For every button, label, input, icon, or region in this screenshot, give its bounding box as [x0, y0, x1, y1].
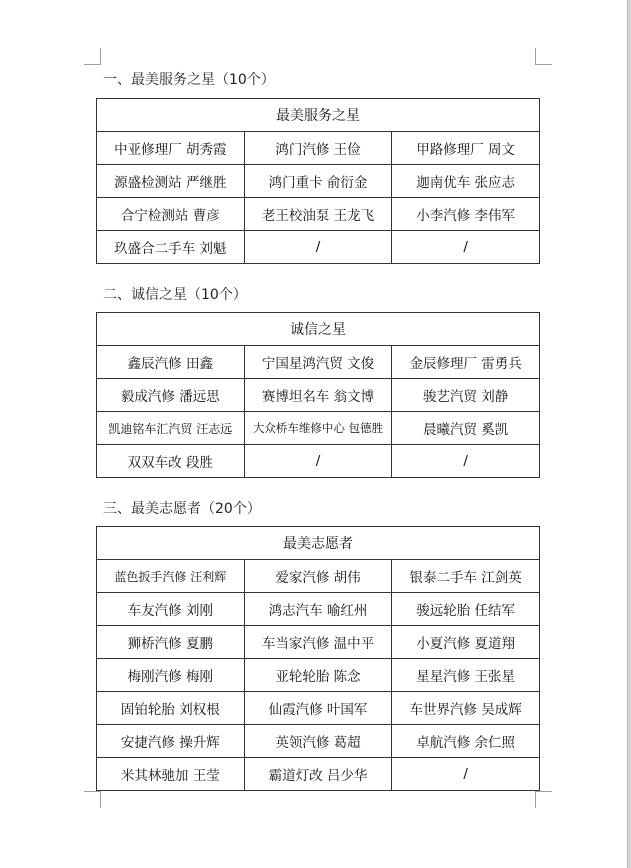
table-cell: / — [392, 445, 540, 478]
margin-mark-bottom-left-h — [84, 791, 101, 792]
award-table — [96, 526, 540, 791]
table-cell: 车当家汽修 温中平 — [244, 626, 392, 659]
table-cell: 鸿门重卡 俞衍金 — [244, 165, 392, 198]
table-header-row — [97, 99, 540, 132]
table-cell: 星星汽修 王张星 — [392, 659, 540, 692]
table-row — [97, 659, 540, 692]
section-title: 三、最美志愿者（20个） — [103, 501, 261, 517]
table-row — [97, 165, 540, 198]
table-cell: 鑫辰汽修 田鑫 — [97, 346, 245, 379]
table-cell: 霸道灯改 吕少华 — [244, 758, 392, 791]
table-row — [97, 758, 540, 791]
table-cell: 仙霞汽修 叶国军 — [244, 692, 392, 725]
margin-mark-bottom-right-v — [535, 791, 536, 808]
margin-mark-top-right-v — [535, 48, 536, 65]
award-table — [96, 98, 540, 264]
margin-mark-top-right-h — [535, 64, 552, 65]
table-cell: 迦南优车 张应志 — [392, 165, 540, 198]
table-row — [97, 346, 540, 379]
table-cell: 亚轮轮胎 陈念 — [244, 659, 392, 692]
table-cell: 合宁检测站 曹彦 — [97, 198, 245, 231]
table-row — [97, 231, 540, 264]
table-cell: / — [244, 231, 392, 264]
table-cell: 固铂轮胎 刘权根 — [97, 692, 245, 725]
table-cell: 骏远轮胎 任结军 — [392, 593, 540, 626]
table-row — [97, 198, 540, 231]
table-row — [97, 412, 540, 445]
table-cell: 蓝色扳手汽修 汪利辉 — [97, 560, 245, 593]
table-row — [97, 560, 540, 593]
table-cell: 晨曦汽贸 奚凯 — [392, 412, 540, 445]
table-cell: 双双车改 段胜 — [97, 445, 245, 478]
table-header-row — [97, 527, 540, 560]
table-cell: 车世界汽修 吴成辉 — [392, 692, 540, 725]
table-row — [97, 445, 540, 478]
table-cell: 凯迪铭车汇汽贸 汪志远 — [97, 412, 245, 445]
table-cell: 鸿门汽修 王俭 — [244, 132, 392, 165]
table-cell: / — [244, 445, 392, 478]
section-title: 二、诚信之星（10个） — [103, 287, 247, 303]
table-cell: 车友汽修 刘刚 — [97, 593, 245, 626]
table-cell: 卓航汽修 余仁照 — [392, 725, 540, 758]
table-cell: 赛博坦名车 翁文博 — [244, 379, 392, 412]
table-header-row — [97, 313, 540, 346]
award-table — [96, 312, 540, 478]
table-cell: 宁国星鸿汽贸 文俊 — [244, 346, 392, 379]
table-cell: 小李汽修 李伟军 — [392, 198, 540, 231]
table-cell: 爱家汽修 胡伟 — [244, 560, 392, 593]
section-title: 一、最美服务之星（10个） — [103, 72, 275, 88]
table-header: 诚信之星 — [97, 313, 540, 346]
table-cell: 大众桥车维修中心 包德胜 — [244, 412, 392, 445]
table-cell: 英领汽修 葛超 — [244, 725, 392, 758]
table-cell: 玖盛合二手车 刘魁 — [97, 231, 245, 264]
margin-mark-bottom-right-h — [535, 791, 552, 792]
table-cell: 米其林驰加 王莹 — [97, 758, 245, 791]
table-cell: 老王校油泵 王龙飞 — [244, 198, 392, 231]
table-cell: 源盛检测站 严继胜 — [97, 165, 245, 198]
margin-mark-top-left-v — [100, 48, 101, 65]
table-cell: 鸿志汽车 喻红州 — [244, 593, 392, 626]
table-cell: 梅刚汽修 梅刚 — [97, 659, 245, 692]
table-row — [97, 379, 540, 412]
table-cell: 甲路修理厂 周文 — [392, 132, 540, 165]
table-cell: 银泰二手车 江剑英 — [392, 560, 540, 593]
table-cell: 中亚修理厂 胡秀霞 — [97, 132, 245, 165]
margin-mark-bottom-left-v — [100, 791, 101, 808]
table-row — [97, 692, 540, 725]
table-row — [97, 626, 540, 659]
table-cell: 金辰修理厂 雷勇兵 — [392, 346, 540, 379]
table-cell: / — [392, 758, 540, 791]
margin-mark-top-left-h — [84, 64, 101, 65]
table-cell: 骏艺汽贸 刘静 — [392, 379, 540, 412]
table-header: 最美志愿者 — [97, 527, 540, 560]
table-cell: 小夏汽修 夏道翔 — [392, 626, 540, 659]
table-cell: / — [392, 231, 540, 264]
table-row — [97, 725, 540, 758]
table-cell: 狮桥汽修 夏鹏 — [97, 626, 245, 659]
table-row — [97, 132, 540, 165]
table-row — [97, 593, 540, 626]
table-cell: 安捷汽修 操升辉 — [97, 725, 245, 758]
table-cell: 毅成汽修 潘远思 — [97, 379, 245, 412]
table-header: 最美服务之星 — [97, 99, 540, 132]
